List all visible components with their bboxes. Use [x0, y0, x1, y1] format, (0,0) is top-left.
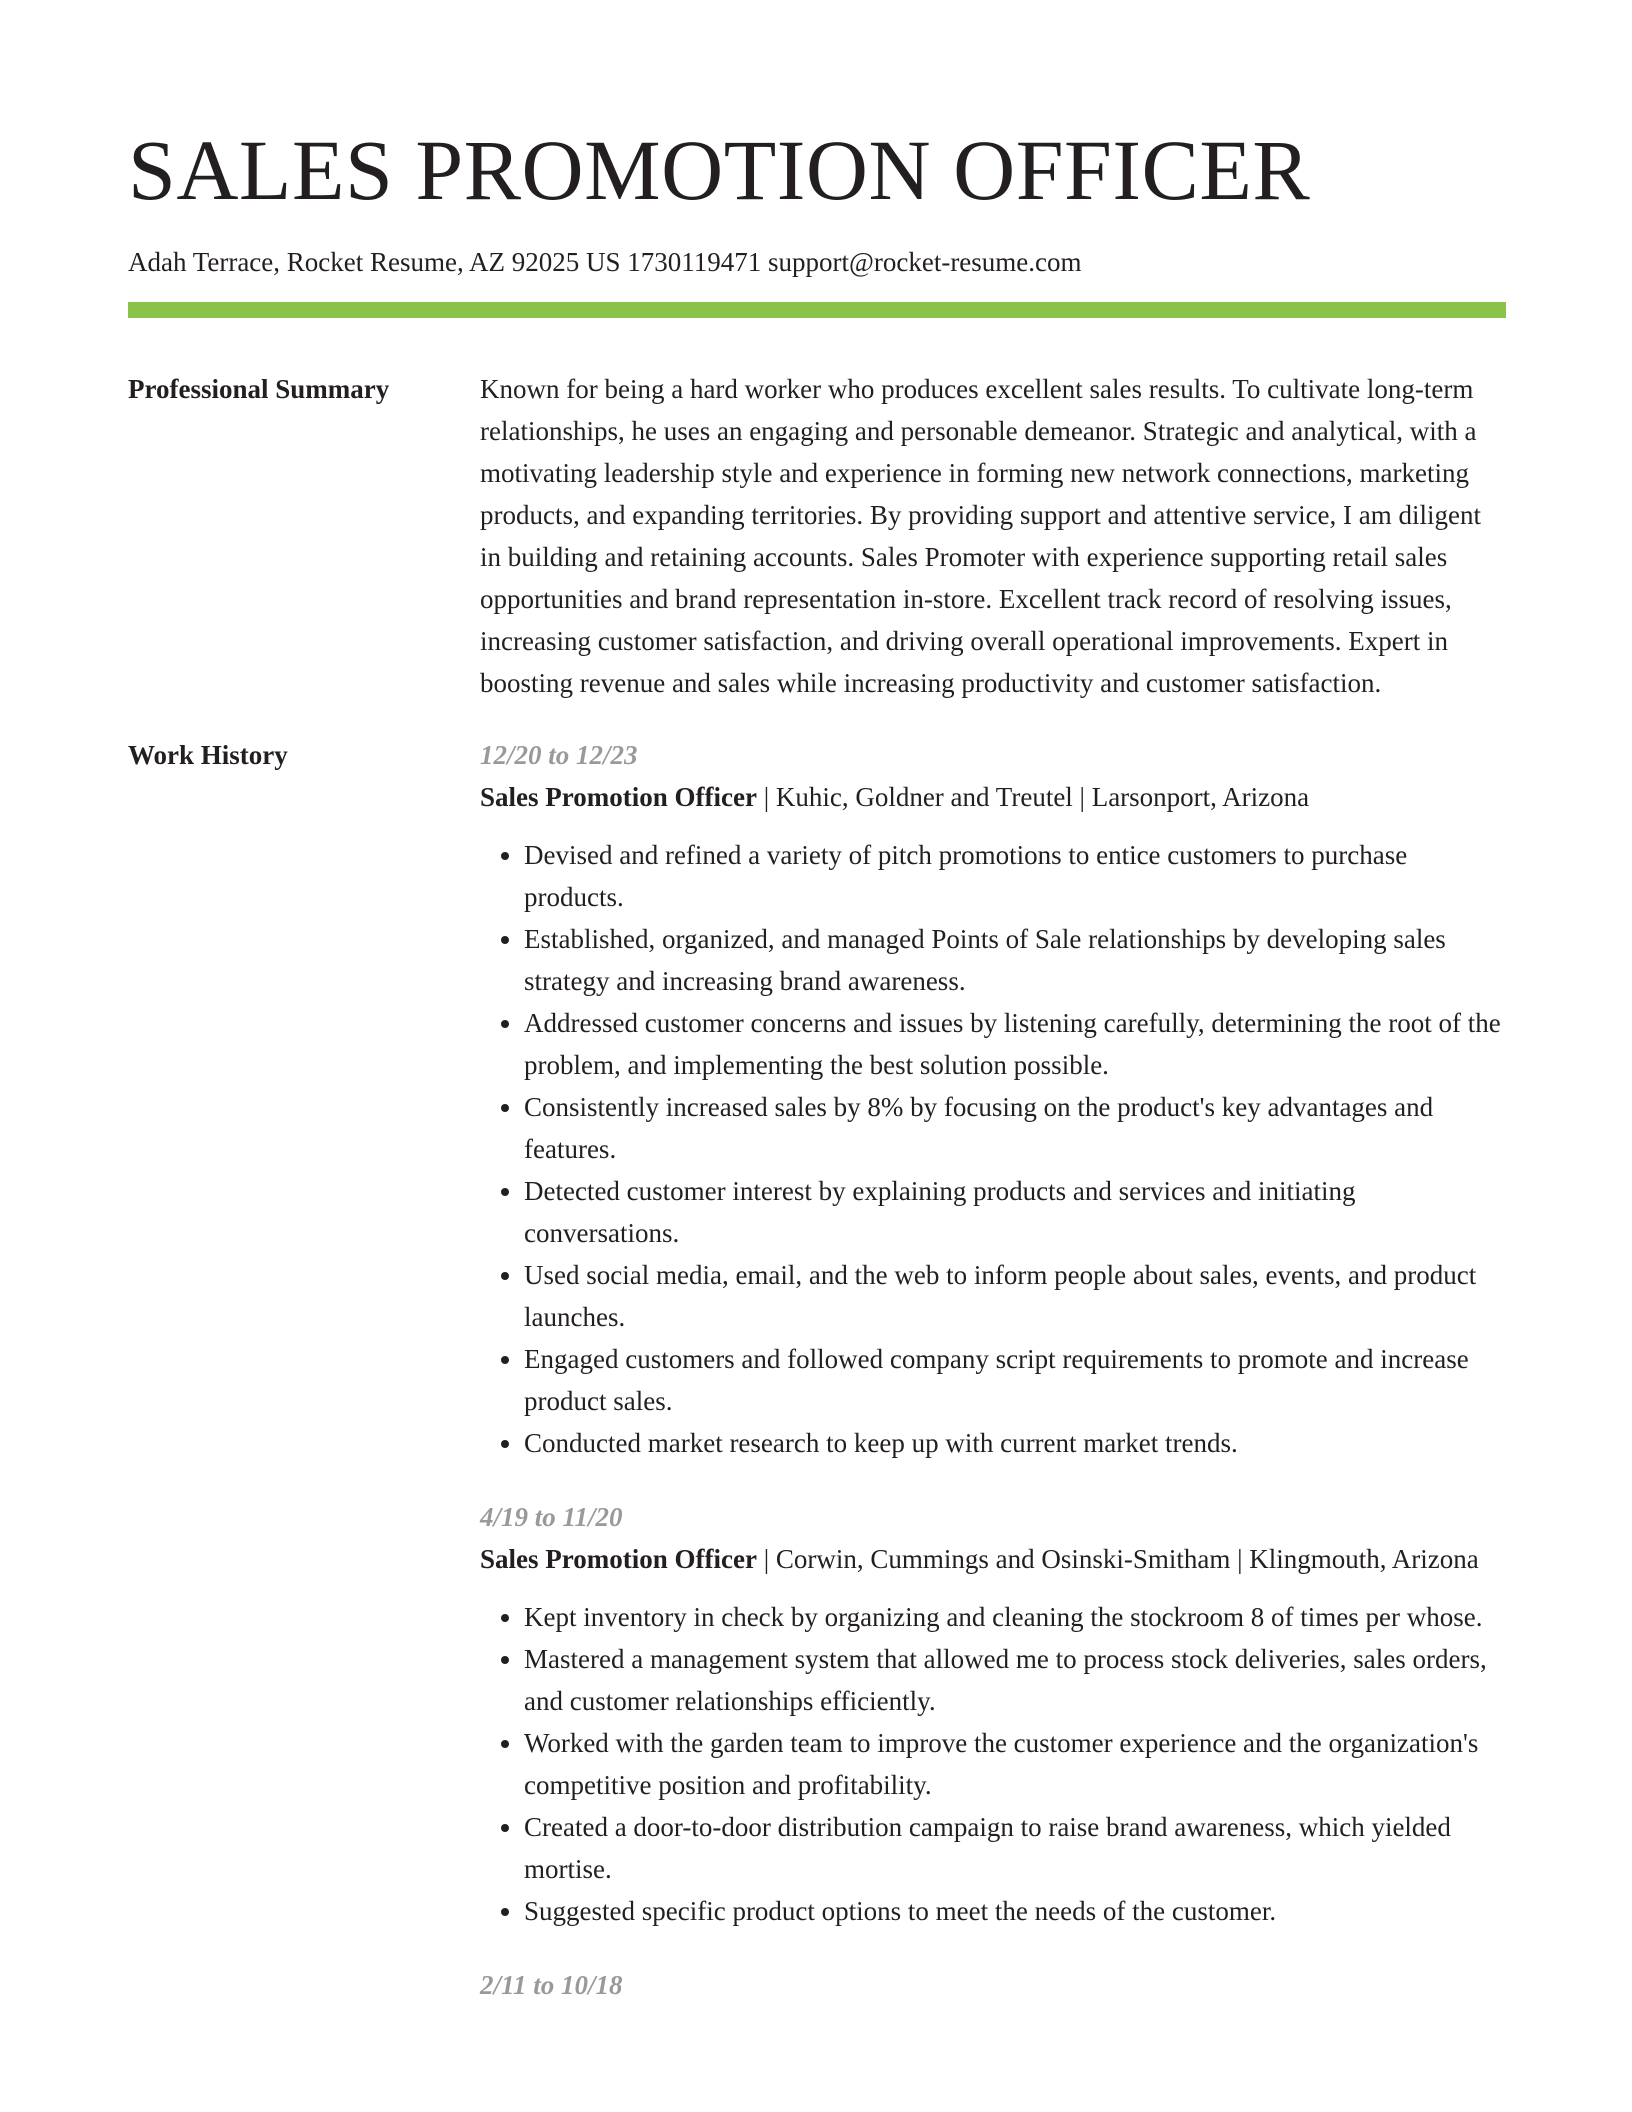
job-title: Sales Promotion Officer: [480, 782, 757, 812]
header-divider: [128, 302, 1506, 318]
job-entry: [480, 734, 1506, 1464]
job-bullet: • Kept inventory in check by organizing and cleaning the stockroom 8 of times per whose.: [524, 1596, 1506, 1638]
job-entry: [480, 1964, 1506, 2006]
work-history-heading: Work History: [128, 740, 288, 770]
job-bullet: • Suggested specific product options to meet the needs of the customer.: [524, 1890, 1506, 1932]
summary-heading: Professional Summary: [128, 374, 390, 404]
job-bullet: • Established, organized, and managed Points of Sale relationships by developing sales strategy and increasing brand awareness.: [524, 918, 1506, 1002]
contact-line: Adah Terrace, Rocket Resume, AZ 92025 US 1730119471 support@rocket-resume.com: [128, 247, 1082, 277]
job-dates: 4/19 to 11/20: [480, 1502, 623, 1532]
work-history-section: [128, 734, 1506, 2038]
job-bullet: • Worked with the garden team to improve the customer experience and the organization's competitive position and profitability.: [524, 1722, 1506, 1806]
job-bullet: • Used social media, email, and the web to inform people about sales, events, and product launches.: [524, 1254, 1506, 1338]
job-dates: 2/11 to 10/18: [480, 1970, 623, 2000]
job-details: | Corwin, Cummings and Osinski-Smitham | Klingmouth, Arizona: [756, 1544, 1479, 1574]
resume-page: [128, 0, 1506, 2038]
job-entry: [480, 1496, 1506, 1932]
resume-title: SALES PROMOTION OFFICER: [128, 122, 1311, 218]
job-details: | Kuhic, Goldner and Treutel | Larsonport, Arizona: [756, 782, 1310, 812]
job-bullet: • Mastered a management system that allowed me to process stock deliveries, sales orders, and customer relationships efficiently.: [524, 1638, 1506, 1722]
job-line: [480, 1538, 1506, 1580]
summary-body: [480, 368, 1506, 704]
job-bullet: • Conducted market research to keep up with current market trends.: [524, 1422, 1506, 1464]
job-line: [480, 776, 1506, 818]
job-bullets: [480, 1596, 1506, 1932]
job-bullet: • Engaged customers and followed company script requirements to promote and increase product sales.: [524, 1338, 1506, 1422]
work-history-body: [480, 734, 1506, 2038]
job-bullet: • Addressed customer concerns and issues by listening carefully, determining the root of the problem, and implementing the best solution possible.: [524, 1002, 1506, 1086]
summary-text: Known for being a hard worker who produces excellent sales results. To cultivate long-term relationships, he uses an engaging and personable demeanor. Strategic and analytical, with a motivating leadership style and experience in forming new network connections, marketing products, and expanding territories. By providing support and attentive service, I am diligent in building and retaining accounts. Sales Promoter with experience supporting retail sales opportunities and brand representation in-store. Excellent track record of resolving issues, increasing customer satisfaction, and driving overall operational improvements. Expert in boosting revenue and sales while increasing productivity and customer satisfaction.: [480, 374, 1482, 698]
job-title: Sales Promotion Officer: [480, 1544, 757, 1574]
job-dates: 12/20 to 12/23: [480, 740, 638, 770]
summary-section: [128, 368, 1506, 704]
job-bullet: • Devised and refined a variety of pitch promotions to entice customers to purchase products.: [524, 834, 1506, 918]
job-bullet: • Created a door-to-door distribution campaign to raise brand awareness, which yielded mortise.: [524, 1806, 1506, 1890]
job-bullet: • Consistently increased sales by 8% by focusing on the product's key advantages and features.: [524, 1086, 1506, 1170]
job-bullet: • Detected customer interest by explaining products and services and initiating conversations.: [524, 1170, 1506, 1254]
job-bullets: [480, 834, 1506, 1464]
